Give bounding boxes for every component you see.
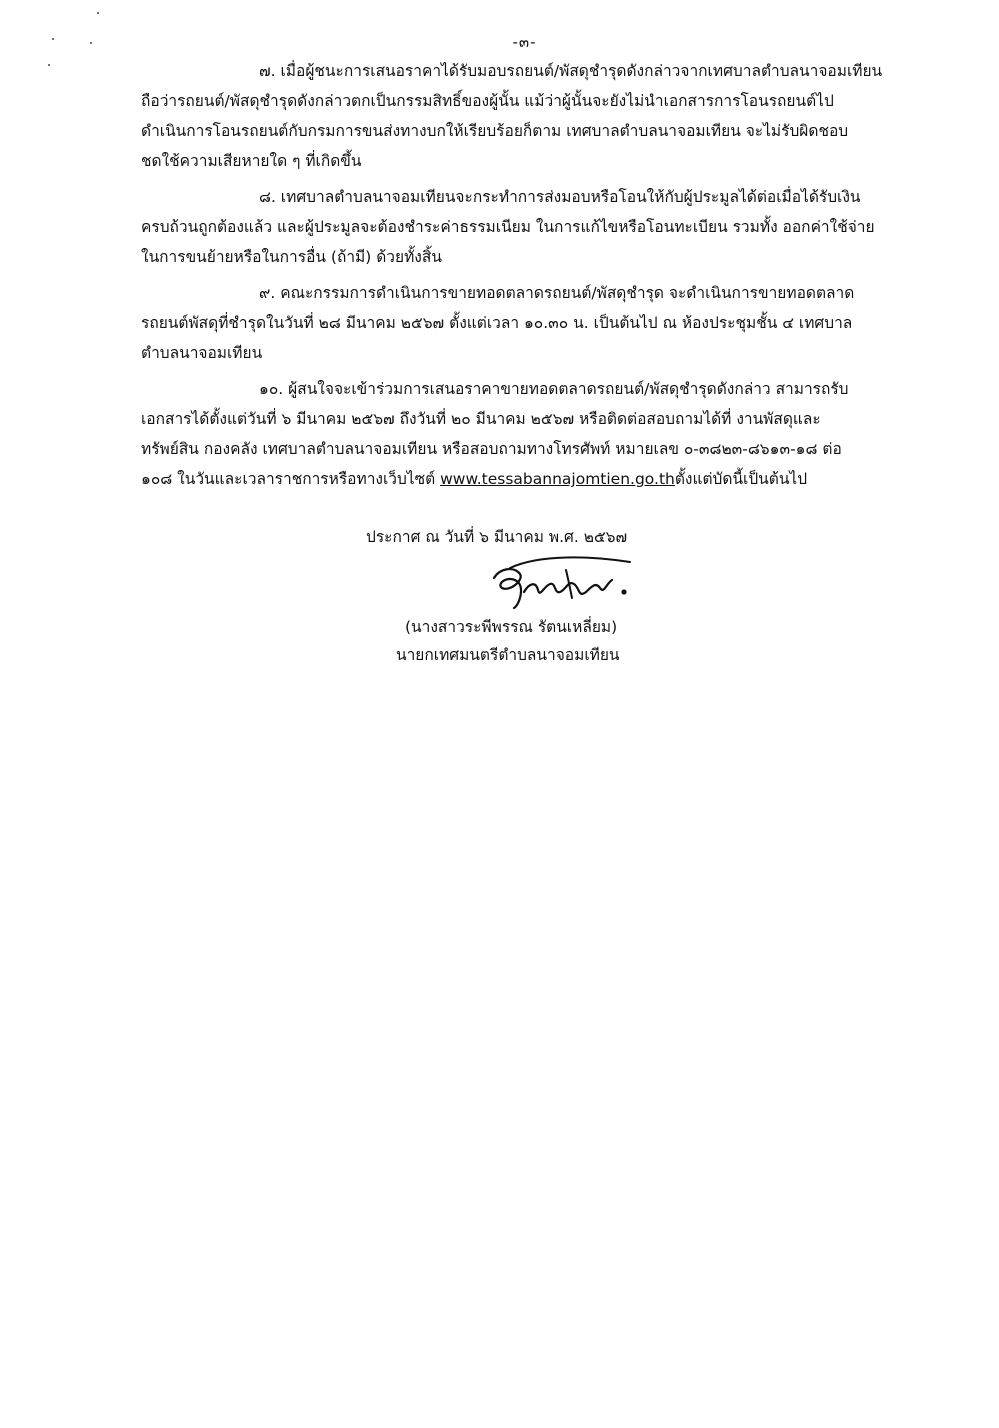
paragraph-8 xyxy=(141,182,895,272)
text-line xyxy=(141,464,895,494)
text-line: ดำเนินการโอนรถยนต์กับกรมการขนส่งทางบกให้เรียบร้อยก็ตาม เทศบาลตำบลนาจอมเทียน จะไม่รับผิดชอบ xyxy=(141,122,849,140)
handwritten-signature xyxy=(480,548,640,618)
text-line: ทรัพย์สิน กองคลัง เทศบาลตำบลนาจอมเทียน หรือสอบถามทางโทรศัพท์ หมายเลข ๐-๓๘๒๓-๘๖๑๓-๑๘ ต่อ xyxy=(141,440,842,458)
page-number: -๓- xyxy=(512,33,537,51)
signer-name: (นางสาวระพีพรรณ รัตนเหลี่ยม) xyxy=(405,618,618,636)
text-line: ในการขนย้ายหรือในการอื่น (ถ้ามี) ด้วยทั้งสิ้น xyxy=(141,248,442,266)
text-line: ๑๐. ผู้สนใจจะเข้าร่วมการเสนอราคาขายทอดตลาดรถยนต์/พัสดุชำรุดดังกล่าว สามารถรับ xyxy=(259,380,849,398)
text-line: รถยนต์พัสดุที่ชำรุดในวันที่ ๒๘ มีนาคม ๒๕๖๗ ตั้งแต่เวลา ๑๐.๓๐ น. เป็นต้นไป ณ ห้องประชุมชั้น ๔ เทศบาล xyxy=(141,314,853,332)
paragraph-9 xyxy=(141,278,895,368)
paragraph-7 xyxy=(141,56,895,176)
text-segment: ๑๐๘ ในวันและเวลาราชการหรือทางเว็บไซต์ xyxy=(141,470,441,488)
text-line: ชดใช้ความเสียหายใด ๆ ที่เกิดขึ้น xyxy=(141,152,362,170)
text-line: ๗. เมื่อผู้ชนะการเสนอราคาได้รับมอบรถยนต์/พัสดุชำรุดดังกล่าวจากเทศบาลตำบลนาจอมเทียน xyxy=(259,62,883,80)
text-line: ถือว่ารถยนต์/พัสดุชำรุดดังกล่าวตกเป็นกรรมสิทธิ์ของผู้นั้น แม้ว่าผู้นั้นจะยังไม่นำเอกสารการโอนรถยนต์ไป xyxy=(141,92,834,110)
scan-speck xyxy=(48,64,50,66)
text-line: ครบถ้วนถูกต้องแล้ว และผู้ประมูลจะต้องชำระค่าธรรมเนียม ในการแก้ไขหรือโอนทะเบียน รวมทั้ง ออกค่าใช้จ่าย xyxy=(141,218,875,236)
text-line: ๘. เทศบาลตำบลนาจอมเทียนจะกระทำการส่งมอบหรือโอนให้กับผู้ประมูลได้ต่อเมื่อได้รับเงิน xyxy=(259,188,861,206)
text-segment: ตั้งแต่บัดนี้เป็นต้นไป xyxy=(674,470,808,488)
signer-title: นายกเทศมนตรีตำบลนาจอมเทียน xyxy=(396,646,620,664)
text-line: ตำบลนาจอมเทียน xyxy=(141,344,263,362)
text-line: ๙. คณะกรรมการดำเนินการขายทอดตลาดรถยนต์/พัสดุชำรุด จะดำเนินการขายทอดตลาด xyxy=(259,284,855,302)
body-text xyxy=(141,56,895,500)
paragraph-10 xyxy=(141,374,895,494)
website-link[interactable]: www.tessabannajomtien.go.th xyxy=(440,470,675,488)
text-line: เอกสารได้ตั้งแต่วันที่ ๖ มีนาคม ๒๕๖๗ ถึงวันที่ ๒๐ มีนาคม ๒๕๖๗ หรือติดต่อสอบถามได้ที่ งานพัสดุและ xyxy=(141,410,821,428)
announcement-date: ประกาศ ณ วันที่ ๖ มีนาคม พ.ศ. ๒๕๖๗ xyxy=(366,528,628,546)
scan-speck xyxy=(97,12,99,14)
